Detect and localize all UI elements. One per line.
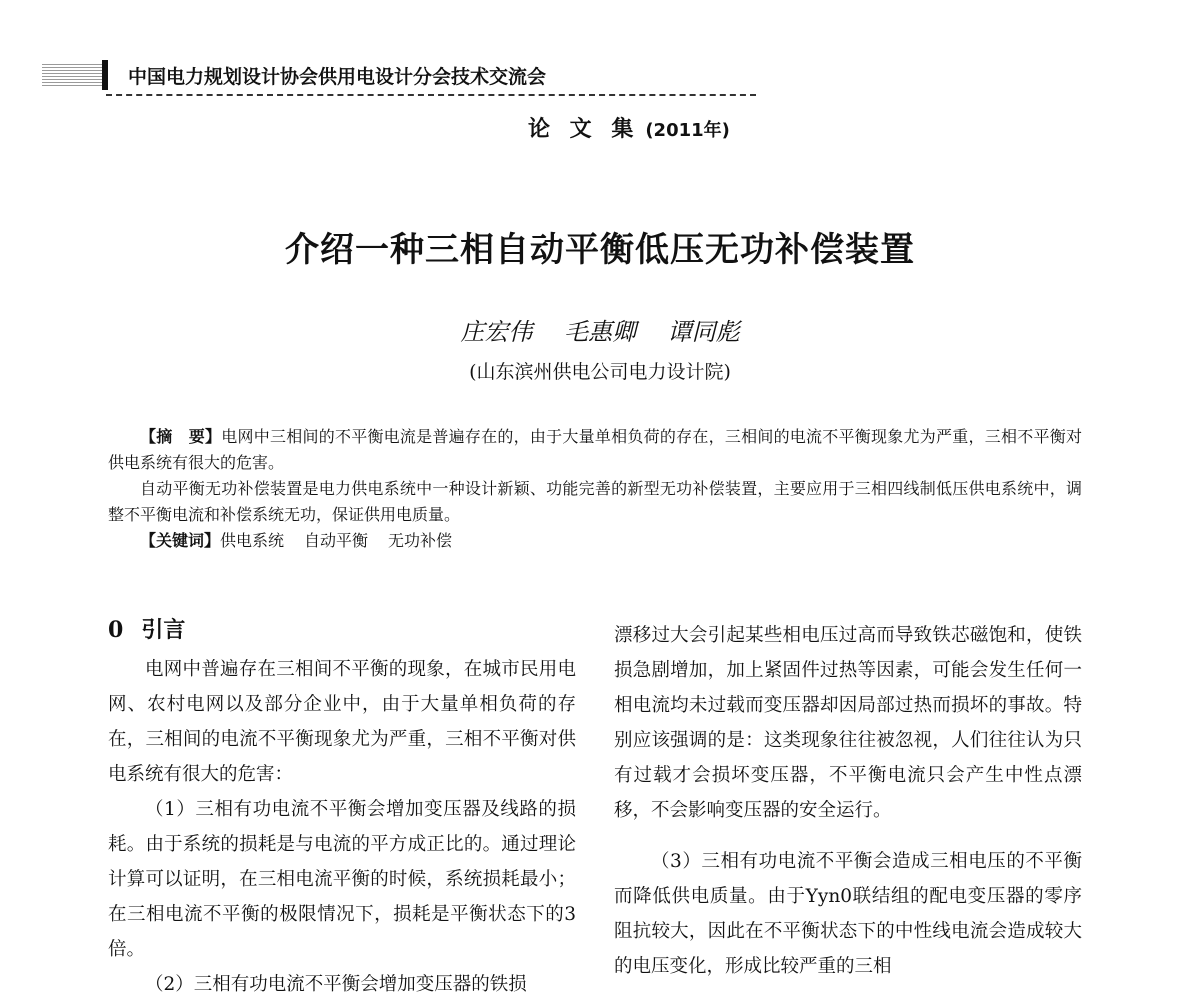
body-column-left [108, 612, 576, 1002]
header-divider [106, 94, 756, 96]
collection-title: 论 文 集 [528, 116, 640, 142]
abstract-text: 电网中三相间的不平衡电流是普遍存在的，由于大量单相负荷的存在，三相间的电流不平衡现象尤为严重，三相不平衡对供电系统有很大的危害。 [108, 427, 1082, 472]
paper-title: 介绍一种三相自动平衡低压无功补偿装置 [285, 230, 915, 270]
author-name: 谭同彪 [667, 318, 740, 346]
body-paragraph: 漂移过大会引起某些相电压过高而导致铁芯磁饱和，使铁损急剧增加，加上紧固件过热等因素，可能会发生任何一相电流均未过载而变压器却因局部过热而损坏的事故。特别应该强调的是：这类现象往往被忽视，人们往往认为只有过载才会损坏变压器，不平衡电流只会产生中性点漂移，不会影响变压器的安全运行。 [614, 625, 1082, 821]
conference-title: 中国电力规划设计协会供用电设计分会技术交流会 [128, 66, 547, 88]
abstract [108, 424, 1082, 554]
collection-year: (2011年) [645, 120, 730, 141]
body-paragraph: （1）三相有功电流不平衡会增加变压器及线路的损耗。由于系统的损耗是与电流的平方成正比的。通过理论计算可以证明，在三相电流平衡的时候，系统损耗最小；在三相电流不平衡的极限情况下，损耗是平衡状态下的3倍。 [108, 799, 576, 960]
body-column-right [614, 618, 1082, 984]
section-number: 0 [108, 617, 124, 643]
body-paragraph: 电网中普遍存在三相间不平衡的现象，在城市民用电网、农村电网以及部分企业中，由于大量单相负荷的存在，三相间的电流不平衡现象尤为严重，三相不平衡对供电系统有很大的危害： [108, 659, 576, 785]
keywords-label: 【关键词】 [140, 531, 221, 550]
keyword: 自动平衡 [304, 531, 369, 550]
keyword: 无功补偿 [388, 531, 453, 550]
section-title: 引言 [141, 617, 186, 643]
abstract-paragraph: 自动平衡无功补偿装置是电力供电系统中一种设计新颖、功能完善的新型无功补偿装置，主要应用于三相四线制低压供电系统中，调整不平衡电流和补偿系统无功，保证供用电质量。 [108, 479, 1082, 524]
abstract-paragraph [108, 424, 1082, 476]
header-texture-mark [42, 62, 102, 86]
author-name: 庄宏伟 [460, 318, 533, 346]
body-paragraph: （3）三相有功电流不平衡会造成三相电压的不平衡而降低供电质量。由于Yyn0联结组的配电变压器的零序阻抗较大，因此在不平衡状态下的中性线电流会造成较大的电压变化，形成比较严重的三相 [614, 851, 1082, 977]
keywords [108, 528, 1082, 554]
author-name: 毛惠卿 [564, 318, 636, 346]
abstract-label: 【摘 要】 [140, 427, 222, 446]
proceedings-label [528, 112, 730, 143]
keyword: 供电系统 [220, 531, 285, 550]
author-affiliation: (山东滨州供电公司电力设计院) [469, 361, 731, 383]
body-paragraph: （2）三相有功电流不平衡会增加变压器的铁损 [145, 974, 527, 995]
paragraph-gap [614, 828, 1082, 844]
header-bar [102, 60, 108, 90]
section-heading [108, 612, 576, 648]
author-list [0, 312, 1200, 347]
